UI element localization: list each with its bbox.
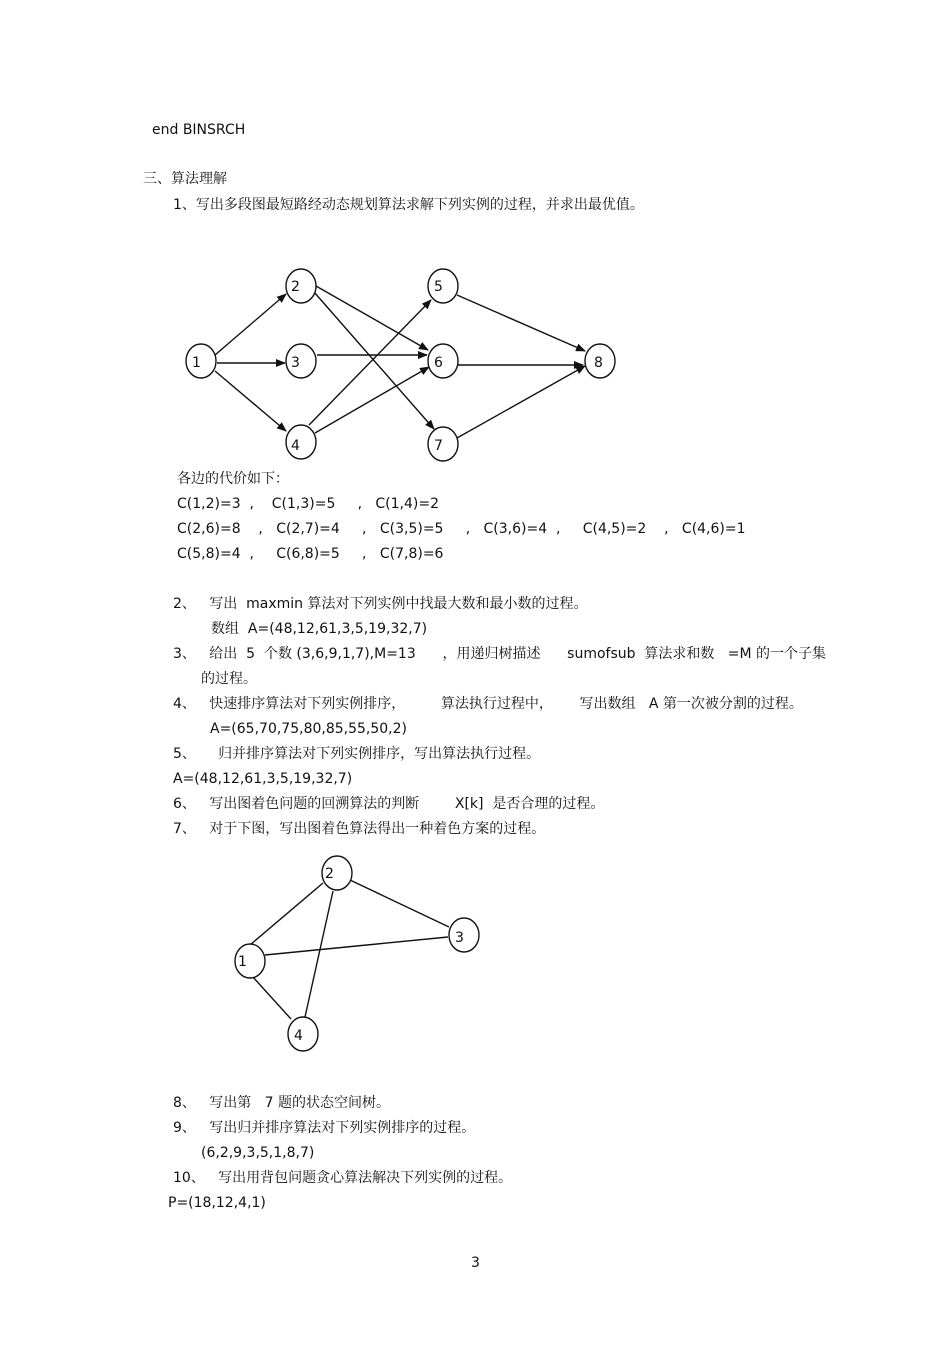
edge-1-3 (265, 937, 448, 955)
costs-title: 各边的代价如下： (177, 471, 289, 487)
question-5: 5、 归并排序算法对下列实例排序，写出算法执行过程。 (173, 746, 541, 762)
section-title: 三、算法理解 (143, 171, 227, 187)
question-10-data: P=(18,12,4,1) (168, 1195, 266, 1211)
node-3-label: 3 (455, 930, 464, 946)
node-3-circle (449, 918, 479, 952)
edge-1-4 (252, 976, 291, 1019)
node-5-label: 5 (434, 279, 443, 295)
edge-1-2 (250, 883, 323, 945)
question-4-data: A=(65,70,75,80,85,55,50,2) (210, 721, 407, 737)
question-4: 4、 快速排序算法对下列实例排序， 算法执行过程中， 写出数组 A 第一次被分割的过程。 (173, 696, 803, 712)
edge-2-3 (350, 880, 449, 927)
node-4-circle (288, 1017, 318, 1051)
node-4-label: 4 (294, 1028, 303, 1044)
node-8-label: 8 (594, 355, 603, 371)
question-6: 6、 写出图着色问题的回溯算法的判断 X[k] 是否合理的过程。 (173, 796, 605, 812)
question-9: 9、 写出归并排序算法对下列实例排序的过程。 (173, 1120, 476, 1136)
question-1: 1、写出多段图最短路经动态规划算法求解下列实例的过程，并求出最优值。 (173, 197, 644, 213)
question-2-data: 数组 A=(48,12,61,3,5,19,32,7) (211, 621, 428, 637)
node-6-label: 6 (434, 355, 443, 371)
costs-row-2: C(2,6)=8 , C(2,7)=4 , C(3,5)=5 , C(3,6)=4 , C(4,5)=2 , C(4,6)=1 (177, 521, 746, 537)
question-5-data: A=(48,12,61,3,5,19,32,7) (173, 771, 353, 787)
node-1-label: 1 (192, 355, 201, 371)
question-9-data: (6,2,9,3,5,1,8,7) (201, 1145, 315, 1161)
question-8: 8、 写出第 7 题的状态空间树。 (173, 1095, 390, 1111)
node-1-label: 1 (238, 954, 247, 970)
costs-row-3: C(5,8)=4 , C(6,8)=5 , C(7,8)=6 (177, 546, 444, 562)
question-3: 3、 给出 5 个数 (3,6,9,1,7),M=13 ，用递归树描述 sumofsub 算法求和数 =M 的一个子集 (173, 646, 827, 662)
question-10: 10、 写出用背包问题贪心算法解决下列实例的过程。 (173, 1170, 513, 1186)
node-7-label: 7 (434, 438, 443, 454)
node-4-label: 4 (291, 438, 300, 454)
question-3-cont: 的过程。 (201, 671, 257, 687)
node-2-label: 2 (325, 866, 334, 882)
node-2-label: 2 (291, 279, 300, 295)
question-2: 2、 写出 maxmin 算法对下列实例中找最大数和最小数的过程。 (173, 596, 588, 612)
page-number: 3 (471, 1255, 480, 1271)
costs-row-1: C(1,2)=3 , C(1,3)=5 , C(1,4)=2 (177, 496, 440, 512)
question-7: 7、 对于下图，写出图着色算法得出一种着色方案的过程。 (173, 821, 546, 837)
edge-2-4 (305, 891, 333, 1017)
node-3-label: 3 (291, 355, 300, 371)
end-binsrch-line: end BINSRCH (152, 122, 246, 138)
